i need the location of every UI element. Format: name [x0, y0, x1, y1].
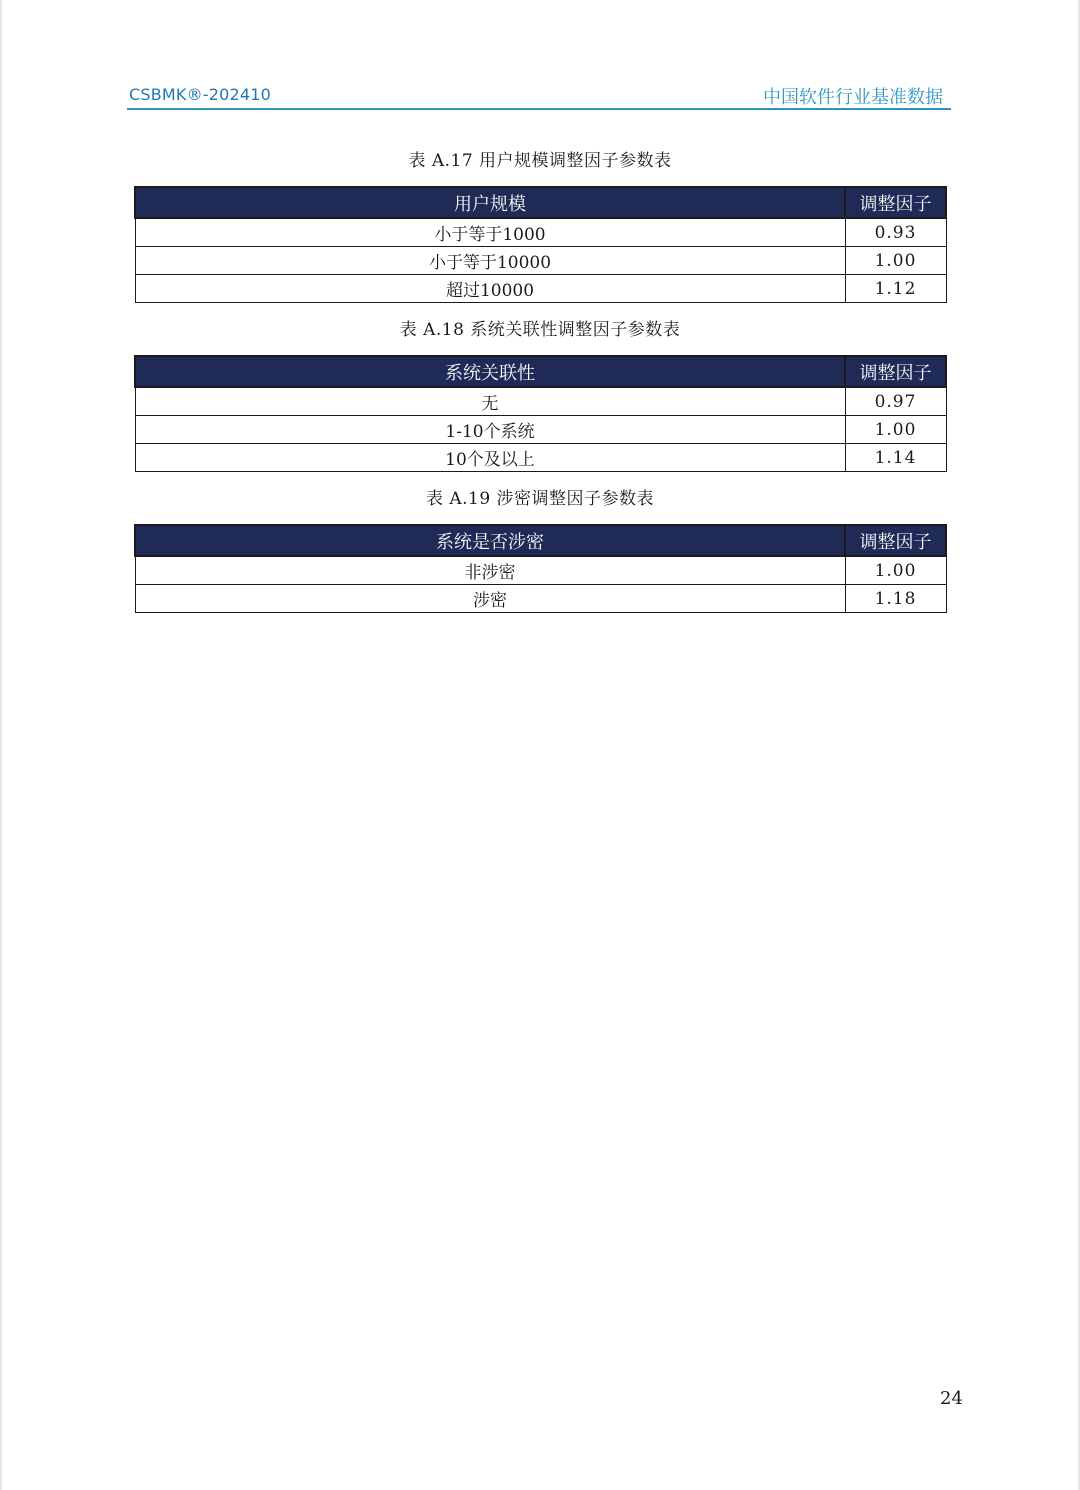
table-header-row [135, 525, 946, 556]
cell-label: 无 [135, 387, 845, 416]
column-header-factor: 调整因子 [845, 356, 946, 387]
table-caption-a18: 表 A.18 系统关联性调整因子参数表 [399, 320, 681, 340]
column-header-user-scale: 用户规模 [135, 187, 845, 218]
cell-factor: 1.00 [845, 247, 946, 275]
table-confidentiality [134, 524, 947, 613]
cell-factor: 1.00 [845, 416, 946, 444]
column-header-system-relevance: 系统关联性 [135, 356, 845, 387]
column-header-confidentiality: 系统是否涉密 [135, 525, 845, 556]
table-system-relevance [134, 355, 947, 472]
cell-label: 非涉密 [135, 556, 845, 585]
cell-label: 10个及以上 [135, 444, 845, 472]
table-row [135, 585, 946, 613]
page-number: 24 [940, 1388, 963, 1409]
cell-label: 1-10个系统 [135, 416, 845, 444]
table-row [135, 556, 946, 585]
table-row [135, 275, 946, 303]
header-doc-code: CSBMK®-202410 [129, 85, 272, 104]
table-row [135, 387, 946, 416]
cell-factor: 0.97 [845, 387, 946, 416]
page-header [127, 82, 951, 110]
cell-label: 小于等于10000 [135, 247, 845, 275]
cell-factor: 1.18 [845, 585, 946, 613]
header-doc-title: 中国软件行业基准数据 [763, 87, 943, 108]
table-caption-a17: 表 A.17 用户规模调整因子参数表 [408, 151, 672, 171]
cell-factor: 1.00 [845, 556, 946, 585]
table-caption-a19: 表 A.19 涉密调整因子参数表 [425, 489, 655, 509]
cell-factor: 1.14 [845, 444, 946, 472]
cell-label: 涉密 [135, 585, 845, 613]
cell-factor: 0.93 [845, 218, 946, 247]
cell-label: 小于等于1000 [135, 218, 845, 247]
table-user-scale [134, 186, 947, 303]
table-row [135, 218, 946, 247]
cell-factor: 1.12 [845, 275, 946, 303]
table-header-row [135, 356, 946, 387]
cell-label: 超过10000 [135, 275, 845, 303]
column-header-factor: 调整因子 [845, 525, 946, 556]
table-row [135, 247, 946, 275]
page-edge-left [0, 0, 2, 1490]
table-header-row [135, 187, 946, 218]
column-header-factor: 调整因子 [845, 187, 946, 218]
table-row [135, 416, 946, 444]
table-row [135, 444, 946, 472]
